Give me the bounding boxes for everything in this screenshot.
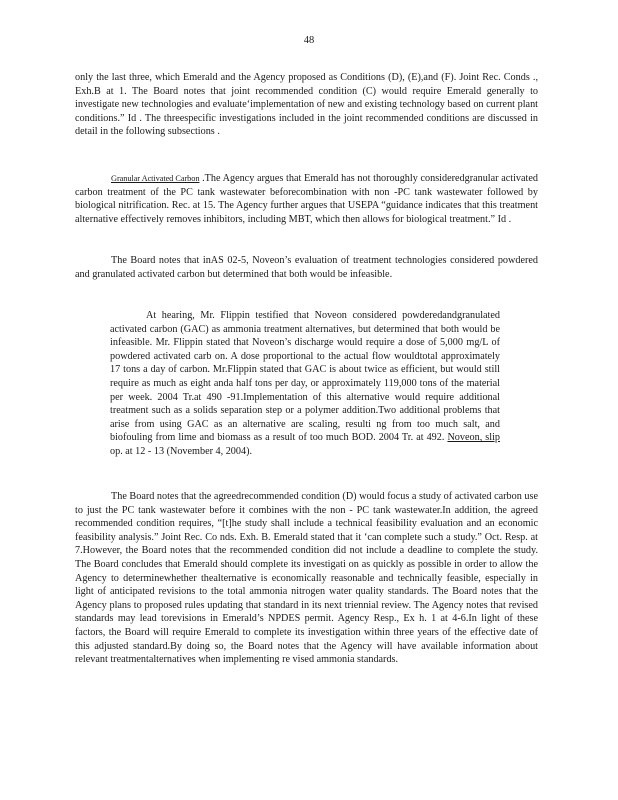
paragraph-gac-text: .The Agency argues that Emerald has not thoroughly consideredgranular activated carbon treatment of the PC tank wastewater beforecombination with non -PC tank wastewater followed by biological nitrification. Rec. at 15. The Agency further argues that USEPA “guidance indicates that this treatment alternative effectively removes inhibitors, including MBT, which then allows for biological treatment.” Id .	[75, 173, 538, 225]
paragraph-intro	[75, 71, 538, 139]
paragraph-infeasible-text: The Board notes that inAS 02-5, Noveon’s evaluation of treatment technologies considered powdered and granulated activated carbon but determined that both would be infeasible.	[75, 255, 538, 280]
section-heading: Granular Activated Carbon	[111, 174, 200, 183]
block-quote-citation-tail: op. at 12 - 13 (November 4, 2004).	[110, 445, 253, 457]
block-quote-hearing	[110, 309, 500, 459]
paragraph-board-notes-infeasible	[75, 254, 538, 281]
block-quote-text: At hearing, Mr. Flippin testified that Noveon considered powderedandgranulated activated carbon (GAC) as ammonia treatment alternatives, but determined that both would be infeasible. Mr. Flippin stated that Noveon’s discharge would require a dose of 5,000 mg/L of powdered activated carb on. A dose proportional to the actual flow wouldtotal approximately 17 tons a day of carbon. Mr.Flippin stated that GAC is about twice as efficient, but would still require as much as eight anda half tons per day, or approximately 119,000 tons of the material per week. 2004 Tr.at 490 -91.Implementation of this alternative would require additional treatment such as a solids separation step or a polymer addition.Two additional problems that arise from using GAC as an alternative are scaling, resulti ng from too much salt, and biofouling from lime and biomass as a result of too much BOD. 2004 Tr. at 492.	[110, 310, 500, 444]
page-number: 48	[303, 35, 315, 46]
paragraph-granular-activated-carbon	[75, 172, 538, 226]
case-citation-link: Noveon, slip	[447, 432, 501, 444]
paragraph-intro-text: only the last three, which Emerald and the Agency proposed as Conditions (D), (E),and (F). Joint Rec. Conds ., Exh.B at 1. The Board notes that joint recommended condition (C) would require Emerald generally to investigate new technologies and evaluate‘implementation of new and existing technology based on current plant conditions.” Id . The threespecific investigations included in the joint recommended conditions are discussed in detail in the following subsections .	[75, 72, 538, 138]
paragraph-agreed-condition-d	[75, 490, 538, 667]
paragraph-condition-d-text: The Board notes that the agreedrecommended condition (D) would focus a study of activated carbon use to just the PC tank wastewater before it combines with the non - PC tank wastewater.In addition, the agreed recommended condition requires, “[t]he study shall include a technical feasibility evaluation and an economic feasibility analysis.” Joint Rec. Co nds. Exh. B. Emerald stated that it ‘can complete such a study.” Oct. Resp. at 7.However, the Board notes that the recommended condition did not include a deadline to complete the study. The Board concludes that Emerald should complete its investigati on as quickly as possible in order to allow the Agency to determinewhether thealternative is economically reasonable and technically feasible, especially in light of anticipated revisions to the total ammonia nitrogen water quality standards. The Board notes that the Agency plans to proposed rules updating that standard in its next triennial review. The Agency notes that revised standards may lead torevisions in Emerald’s NPDES permit. Agency Resp., Ex h. 1 at 4-6.In light of these factors, the Board will require Emerald to complete its investigation within three years of the effective date of this adjusted standard.By doing so, the Board notes that the Agency will have available information about relevant treatmentalternatives when implementing re vised ammonia standards.	[75, 491, 538, 666]
